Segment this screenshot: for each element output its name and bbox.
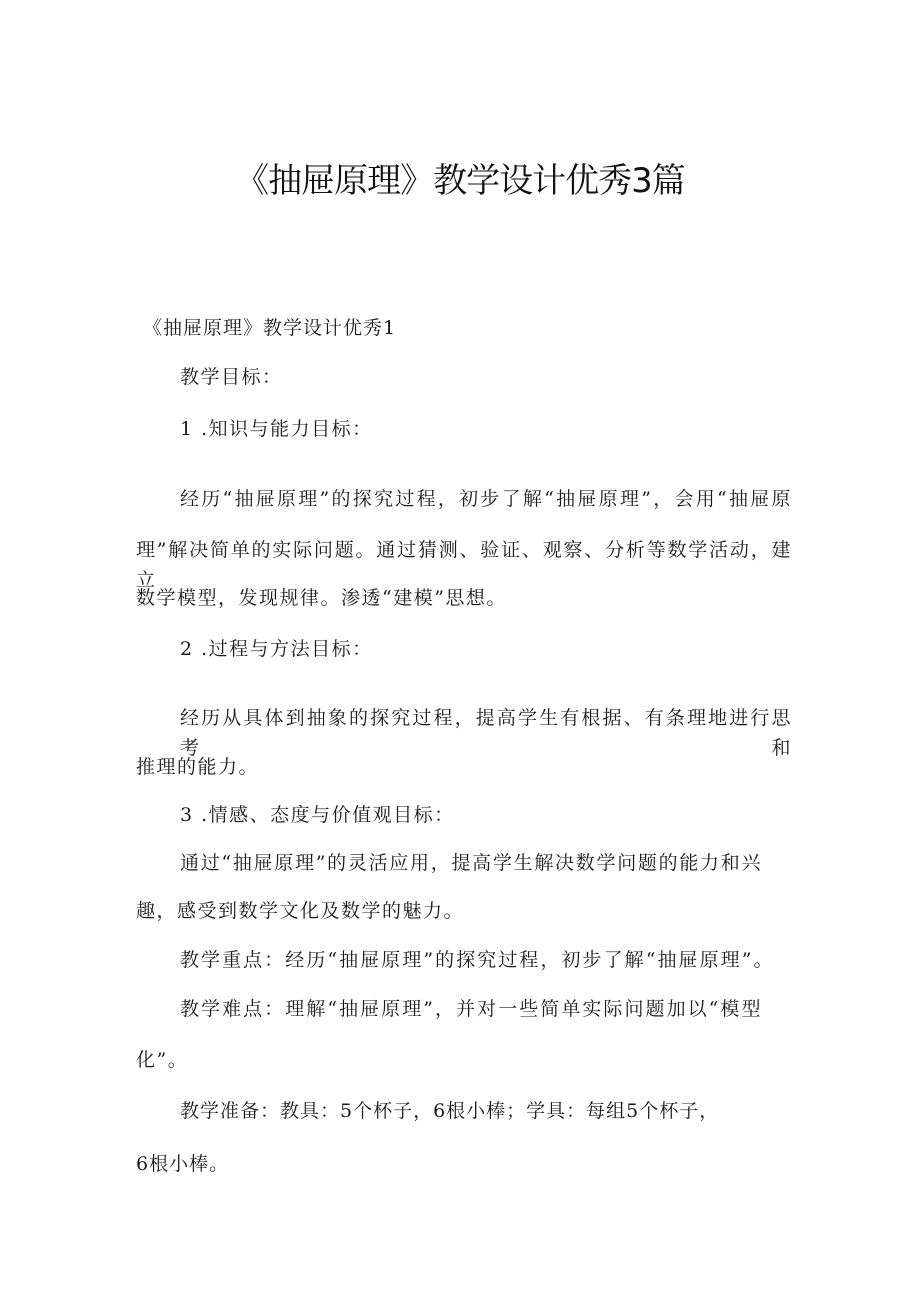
key-point-line: 教学重点：经历“抽屉原理”的探究过程，初步了解“抽屉原理”。 [180, 949, 774, 971]
objective-2-body-line-2: 推理的能力。 [136, 756, 260, 778]
difficulty-line-2: 化”。 [136, 1049, 189, 1071]
document-title: 《抽屉原理》教学设计优秀3篇 [235, 161, 685, 201]
objective-3-body-line-2: 趣，感受到数学文化及数学的魅力。 [136, 900, 465, 922]
preparation-line-1: 教学准备：教具：5个杯子，6根小棒；学具：每组5个杯子， [180, 1100, 720, 1122]
objectives-heading: 教学目标： [180, 366, 283, 388]
objective-1-body-line-2: 理”解决简单的实际问题。通过猜测、验证、观察、分析等数学活动，建立 [136, 539, 792, 591]
objective-2-body-line-1: 经历从具体到抽象的探究过程，提高学生有根据、有条理地进行思考和 [180, 707, 792, 759]
section-heading: 《抽屉原理》教学设计优秀1 [143, 317, 397, 339]
difficulty-line-1: 教学难点：理解“抽屉原理”，并对一些简单实际问题加以“模型 [180, 998, 762, 1020]
objective-1-body-line-1: 经历“抽屉原理”的探究过程，初步了解“抽屉原理”，会用“抽屉原 [180, 488, 792, 510]
preparation-line-2: 6根小棒。 [136, 1153, 230, 1175]
objective-1-body-line-3: 数学模型，发现规律。渗透“建模”思想。 [136, 587, 507, 609]
objective-1-heading: 1 .知识与能力目标： [180, 418, 373, 440]
objective-3-heading: 3 .情感、态度与价值观目标： [180, 804, 455, 826]
objective-3-body-line-1: 通过“抽屉原理”的灵活应用，提高学生解决数学问题的能力和兴 [180, 852, 762, 874]
objective-2-heading: 2 .过程与方法目标： [180, 638, 373, 660]
